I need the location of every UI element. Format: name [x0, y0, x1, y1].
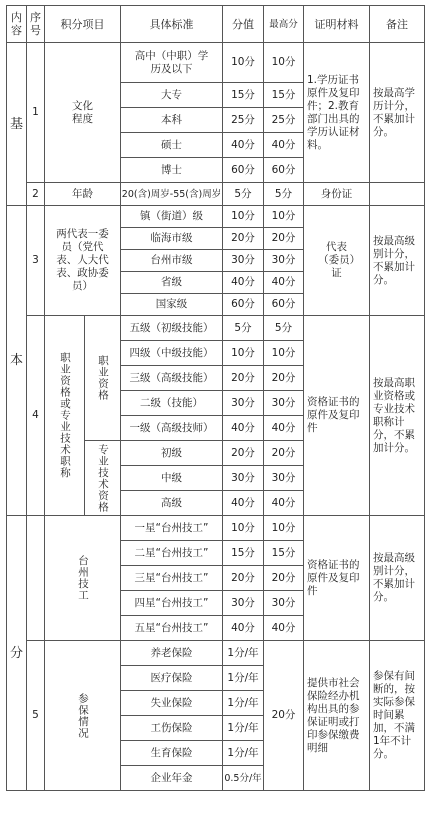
max-cell: 40分: [264, 272, 304, 294]
material-deputy: 代表（委员）证: [318, 241, 355, 279]
content-label-1: 基: [7, 43, 27, 206]
material-qualification: 资格证书的原件及复印件: [304, 316, 370, 516]
std-cell: 临海市级: [121, 228, 223, 250]
max-cell: 25分: [264, 108, 304, 133]
remark-insurance: 参保有间断的，按实际参保时间累加，不满1年不计分。: [370, 641, 425, 791]
max-cell: 10分: [264, 43, 304, 83]
header-item: 积分项目: [45, 6, 121, 43]
score-cell: 20分: [223, 441, 264, 466]
std-cell: 大专: [121, 83, 223, 108]
sub-vocational: 职业资格: [85, 316, 121, 441]
score-cell: 10分: [223, 206, 264, 228]
std-cell: 博士: [121, 158, 223, 183]
sub-taizhou-tech: 台州技工: [45, 516, 121, 641]
max-cell: 5分: [264, 316, 304, 341]
score-cell: 1分/年: [223, 691, 264, 716]
item-qualification: 职业资格或专业技术职称: [45, 316, 85, 516]
header-score: 分值: [223, 6, 264, 43]
points-table: [6, 5, 425, 791]
sub-professional: 专业技术资格: [85, 441, 121, 516]
score-cell: 40分: [223, 491, 264, 516]
std-cell: 养老保险: [121, 641, 223, 666]
max-cell: 40分: [264, 491, 304, 516]
std-cell: 高中（中职）学历及以下: [121, 43, 223, 83]
score-cell: 15分: [223, 83, 264, 108]
header-standard: 具体标准: [121, 6, 223, 43]
item-deputy: 两代表一委员（党代表、人大代表、政协委员）: [56, 228, 109, 292]
score-cell: 30分: [223, 591, 264, 616]
score-cell: 5分: [223, 316, 264, 341]
max-cell: 30分: [264, 591, 304, 616]
table-row: [7, 43, 425, 83]
max-cell: 20分: [264, 228, 304, 250]
max-cell: 10分: [264, 206, 304, 228]
score-cell: 15分: [223, 541, 264, 566]
table-row: [7, 183, 425, 206]
material-taizhou-tech: 资格证书的原件及复印件: [304, 516, 370, 641]
score-cell: 60分: [223, 294, 264, 316]
header-material: 证明材料: [304, 6, 370, 43]
item-age: 年龄: [45, 183, 121, 206]
max-cell: 15分: [264, 541, 304, 566]
score-cell: 5分: [223, 183, 264, 206]
score-cell: 1分/年: [223, 716, 264, 741]
std-cell: 20(含)周岁-55(含)周岁: [121, 183, 223, 206]
std-cell: 初级: [121, 441, 223, 466]
std-cell: 中级: [121, 466, 223, 491]
score-cell: 20分: [223, 566, 264, 591]
remark-taizhou-tech: 按最高级别计分，不累加计分。: [370, 516, 425, 641]
score-cell: 10分: [223, 516, 264, 541]
std-cell: 三级（高级技能）: [121, 366, 223, 391]
header-remark: 备注: [370, 6, 425, 43]
score-cell: 10分: [223, 341, 264, 366]
max-cell: 20分: [264, 366, 304, 391]
remark-education: 按最高学历计分，不累加计分。: [370, 43, 425, 183]
header-row: [7, 6, 425, 43]
table-row: [7, 516, 425, 541]
seq-2: 2: [27, 183, 45, 206]
std-cell: 镇（街道）级: [121, 206, 223, 228]
score-cell: 30分: [223, 250, 264, 272]
std-cell: 失业保险: [121, 691, 223, 716]
table-row: [7, 641, 425, 666]
std-cell: 三星“台州技工”: [121, 566, 223, 591]
max-insurance: 20分: [264, 641, 304, 791]
remark-qualification: 按最高职业资格或专业技术职称计分，不累加计分。: [370, 316, 425, 516]
std-cell: 二星“台州技工”: [121, 541, 223, 566]
header-seq: 序号: [27, 6, 45, 43]
std-cell: 省级: [121, 272, 223, 294]
std-cell: 高级: [121, 491, 223, 516]
std-cell: 国家级: [121, 294, 223, 316]
item-education: 文化程度: [72, 99, 93, 125]
std-cell: 医疗保险: [121, 666, 223, 691]
max-cell: 10分: [264, 516, 304, 541]
max-cell: 60分: [264, 294, 304, 316]
score-cell: 0.5分/年: [223, 766, 264, 791]
table-row: [7, 206, 425, 228]
score-cell: 1分/年: [223, 641, 264, 666]
score-cell: 30分: [223, 391, 264, 416]
remark-deputy: 按最高级别计分，不累加计分。: [370, 206, 425, 316]
score-cell: 30分: [223, 466, 264, 491]
max-cell: 30分: [264, 391, 304, 416]
max-cell: 40分: [264, 616, 304, 641]
seq-5: 5: [27, 641, 45, 791]
std-cell: 二级（技能）: [121, 391, 223, 416]
std-cell: 台州市级: [121, 250, 223, 272]
seq-1: 1: [27, 43, 45, 183]
score-cell: 10分: [223, 43, 264, 83]
material-education: 1.学历证书原件及复印件；2.教育部门出具的学历认证材料。: [304, 43, 370, 183]
max-cell: 30分: [264, 466, 304, 491]
max-cell: 20分: [264, 441, 304, 466]
score-cell: 60分: [223, 158, 264, 183]
std-cell: 生育保险: [121, 741, 223, 766]
table-row: [7, 316, 425, 341]
max-cell: 40分: [264, 133, 304, 158]
std-cell: 五级（初级技能）: [121, 316, 223, 341]
score-cell: 25分: [223, 108, 264, 133]
header-content: 内容: [7, 6, 27, 43]
material-age: 身份证: [304, 183, 370, 206]
max-cell: 20分: [264, 566, 304, 591]
std-cell: 五星“台州技工”: [121, 616, 223, 641]
score-cell: 40分: [223, 133, 264, 158]
score-cell: 20分: [223, 366, 264, 391]
std-cell: 企业年金: [121, 766, 223, 791]
max-cell: 10分: [264, 341, 304, 366]
score-cell: 1分/年: [223, 666, 264, 691]
seq-4: 4: [27, 316, 45, 516]
content-label-2: 本: [7, 206, 27, 516]
content-label-3: 分: [7, 516, 27, 791]
max-cell: 40分: [264, 416, 304, 441]
score-cell: 1分/年: [223, 741, 264, 766]
score-cell: 40分: [223, 616, 264, 641]
std-cell: 硕士: [121, 133, 223, 158]
max-cell: 60分: [264, 158, 304, 183]
header-max: 最高分: [264, 6, 304, 43]
max-cell: 15分: [264, 83, 304, 108]
std-cell: 一级（高级技师）: [121, 416, 223, 441]
std-cell: 工伤保险: [121, 716, 223, 741]
material-insurance: 提供市社会保险经办机构出具的参保证明或打印参保缴费明细: [304, 641, 370, 791]
std-cell: 四星“台州技工”: [121, 591, 223, 616]
seq-3: 3: [27, 206, 45, 316]
std-cell: 四级（中级技能）: [121, 341, 223, 366]
max-cell: 5分: [264, 183, 304, 206]
std-cell: 本科: [121, 108, 223, 133]
item-insurance: 参保情况: [45, 641, 121, 791]
score-cell: 40分: [223, 416, 264, 441]
max-cell: 30分: [264, 250, 304, 272]
score-cell: 20分: [223, 228, 264, 250]
score-cell: 40分: [223, 272, 264, 294]
std-cell: 一星“台州技工”: [121, 516, 223, 541]
